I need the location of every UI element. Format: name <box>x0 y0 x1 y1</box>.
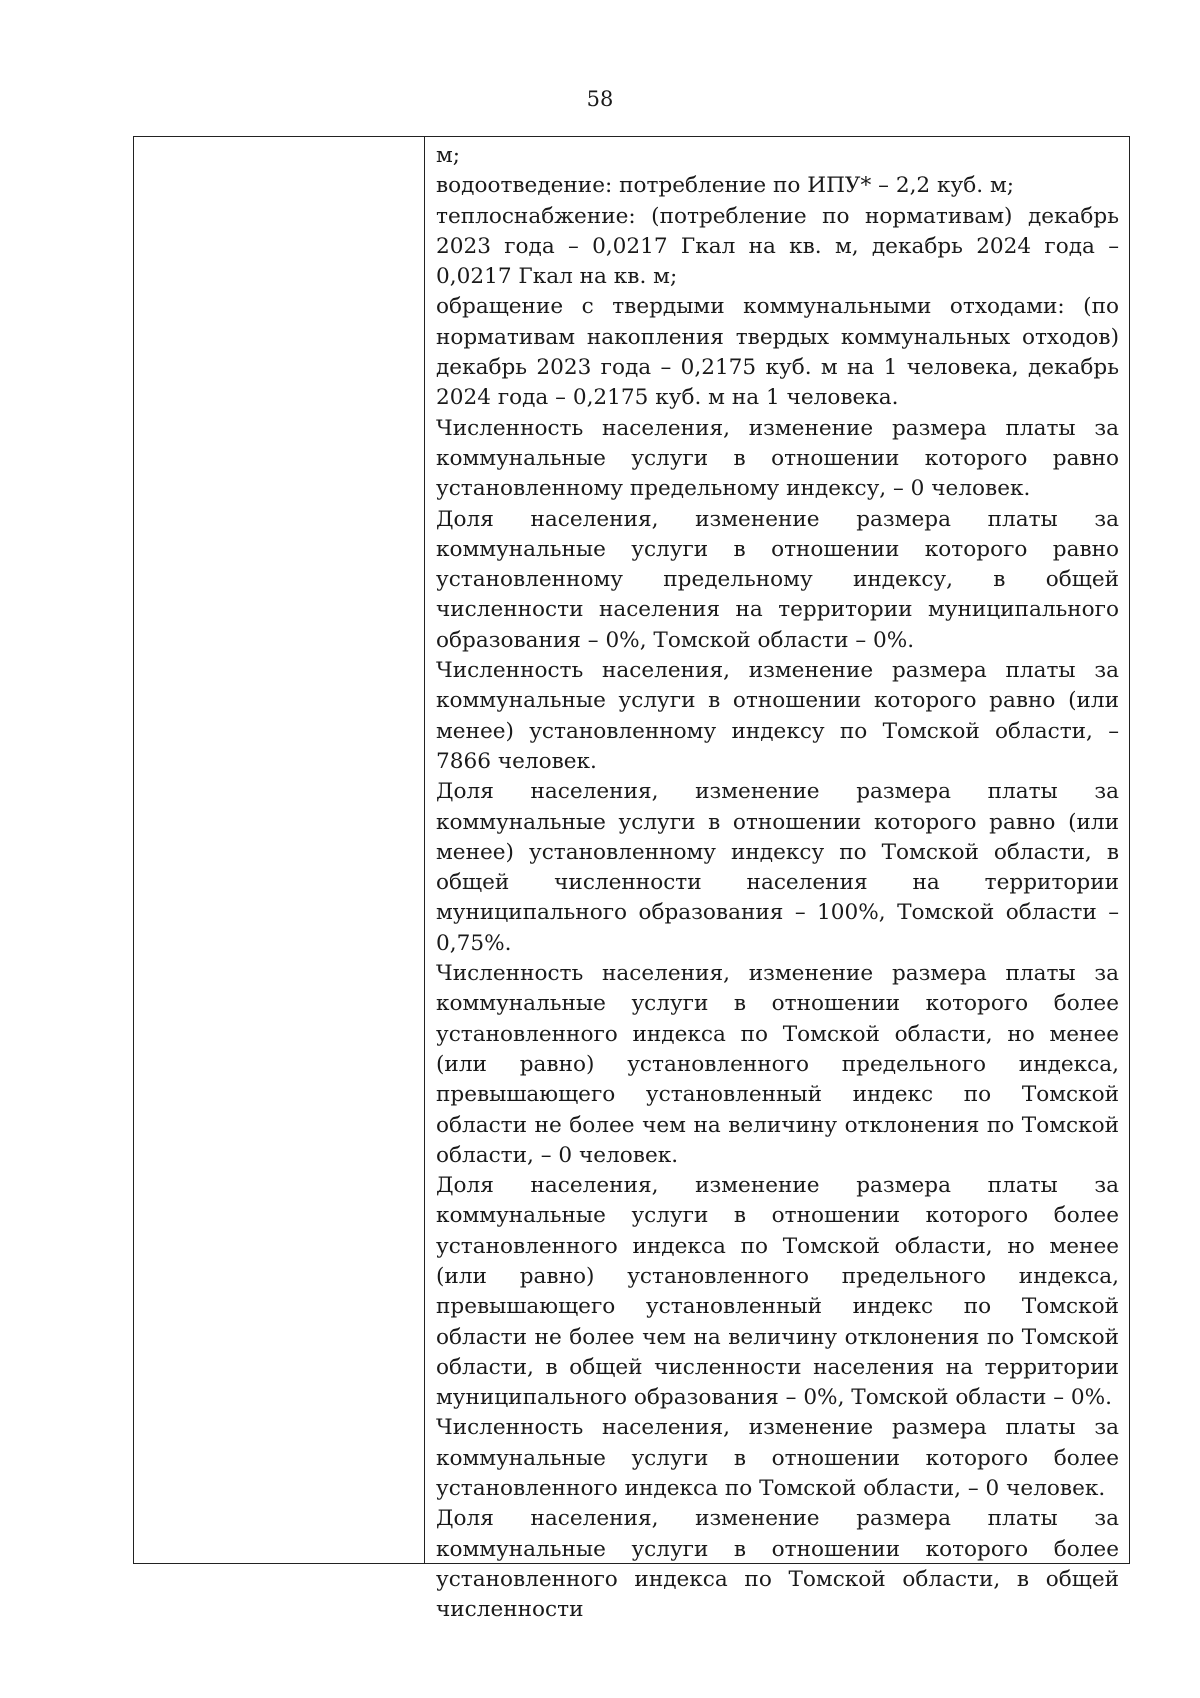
table-left-cell <box>134 137 425 1563</box>
paragraph: Численность населения, изменение размера платы за коммунальные услуги в отношении которого более установленного индекса по Томской области, – 0 человек. <box>436 1415 1119 1502</box>
paragraph: Численность населения, изменение размера платы за коммунальные услуги в отношении которого равно установленному предельному индексу, – 0 человек. <box>436 415 1119 502</box>
page-number: 58 <box>586 87 614 111</box>
paragraph: теплоснабжение: (потребление по нормативам) декабрь 2023 года – 0,0217 Гкал на кв. м, декабрь 2024 года – 0,0217 Гкал на кв. м; <box>436 203 1119 290</box>
paragraph: Доля населения, изменение размера платы за коммунальные услуги в отношении которого более установленного индекса по Томской области, в общей численности <box>436 1506 1119 1623</box>
paragraph: обращение с твердыми коммунальными отходами: (по нормативам накопления твердых коммунальных отходов) декабрь 2023 года – 0,2175 куб. м на 1 человека, декабрь 2024 года – 0,2175 куб. м на 1 человека. <box>436 294 1119 411</box>
paragraph: м; <box>436 143 461 168</box>
document-table <box>133 136 1130 1623</box>
paragraph: Численность населения, изменение размера платы за коммунальные услуги в отношении которого более установленного индекса по Томской области, но менее (или равно) установленного предельного индекса, превышающего установленный индекс по Томской области не более чем на величину отклонения по Томской области, – 0 человек. <box>436 961 1119 1168</box>
paragraph: Численность населения, изменение размера платы за коммунальные услуги в отношении которого равно (или менее) установленному индексу по Томской области, – 7866 человек. <box>436 658 1119 774</box>
paragraph: Доля населения, изменение размера платы за коммунальные услуги в отношении которого равно установленному предельному индексу, в общей численности населения на территории муниципального образования – 0%, Томской области – 0%. <box>436 506 1119 653</box>
table-right-cell <box>425 137 1129 1623</box>
paragraph: водоотведение: потребление по ИПУ* – 2,2 куб. м; <box>436 173 1015 199</box>
paragraph: Доля населения, изменение размера платы за коммунальные услуги в отношении которого более установленного индекса по Томской области, но менее (или равно) установленного предельного индекса, превышающего установленный индекс по Томской области не более чем на величину отклонения по Томской области, в общей численности населения на территории муниципального образования – 0%, Томской области – 0%. <box>436 1173 1119 1411</box>
paragraph: Доля населения, изменение размера платы за коммунальные услуги в отношении которого равно (или менее) установленному индексу по Томской области, в общей численности населения на территории муниципального образования – 100%, Томской области – 0,75%. <box>436 779 1119 956</box>
